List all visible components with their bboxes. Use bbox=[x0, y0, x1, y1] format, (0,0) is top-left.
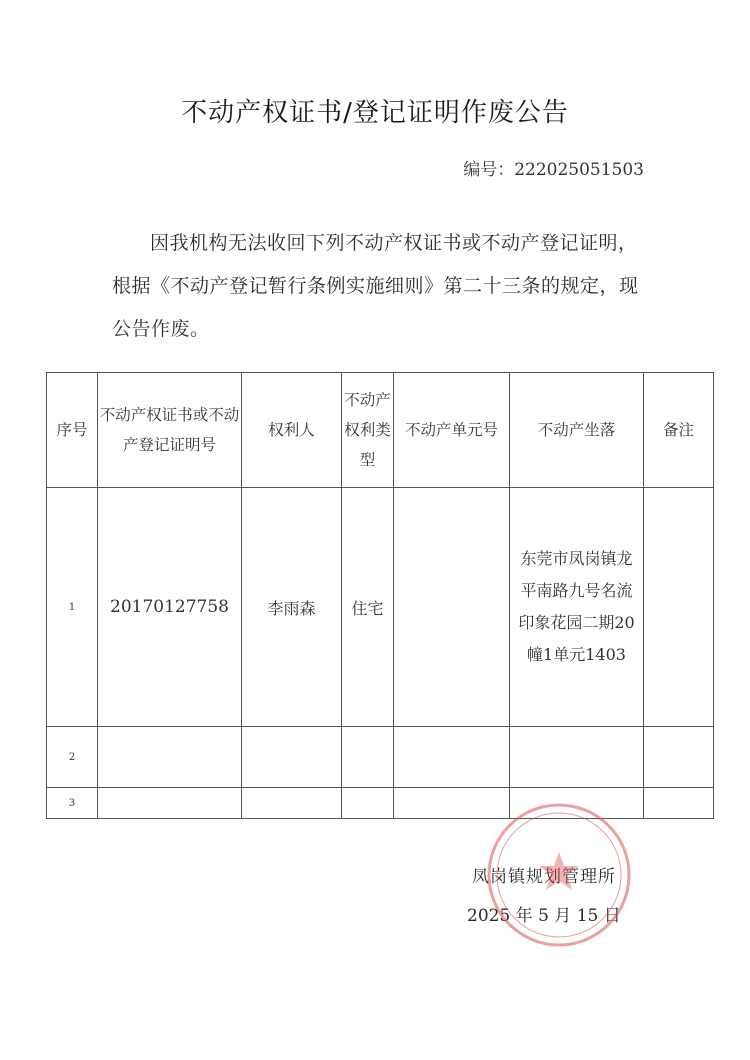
header-right-type-text: 不动产权利类型 bbox=[344, 391, 391, 469]
announcement-text: 因我机构无法收回下列不动产权证书或不动产登记证明，根据《不动产登记暂行条例实施细则》第二十三条的规定，现公告作废。 bbox=[112, 232, 639, 340]
cell-index: 1 bbox=[47, 488, 98, 727]
document-number bbox=[463, 155, 644, 180]
cell-remarks bbox=[644, 488, 714, 727]
cell-location: 东莞市凤岗镇龙平南路九号名流印象花园二期20幢1单元1403 bbox=[510, 488, 644, 727]
cell-location bbox=[510, 788, 644, 819]
header-holder: 权利人 bbox=[242, 373, 342, 488]
table-row bbox=[47, 788, 714, 819]
cell-cert-no: 20170127758 bbox=[98, 488, 242, 727]
table-header-row bbox=[47, 373, 714, 488]
cell-holder: 李雨森 bbox=[242, 488, 342, 727]
header-right-type bbox=[342, 373, 394, 488]
document-number-label: 编号： bbox=[463, 160, 515, 180]
header-cert-no bbox=[98, 373, 242, 488]
certificate-table bbox=[46, 372, 714, 819]
header-location: 不动产坐落 bbox=[510, 373, 644, 488]
header-remarks: 备注 bbox=[644, 373, 714, 488]
cell-remarks bbox=[644, 727, 714, 788]
document-number-value: 222025051503 bbox=[514, 160, 644, 180]
cell-index: 3 bbox=[47, 788, 98, 819]
cell-right-type bbox=[342, 788, 394, 819]
cell-location bbox=[510, 727, 644, 788]
cell-holder bbox=[242, 727, 342, 788]
table-row bbox=[47, 488, 714, 727]
header-unit-no: 不动产单元号 bbox=[394, 373, 510, 488]
cell-unit-no bbox=[394, 788, 510, 819]
cell-right-type: 住宅 bbox=[342, 488, 394, 727]
issue-date: 2025 年 5 月 15 日 bbox=[467, 906, 621, 926]
cell-cert-no bbox=[98, 727, 242, 788]
table-row bbox=[47, 727, 714, 788]
cell-unit-no bbox=[394, 488, 510, 727]
cell-cert-no bbox=[98, 788, 242, 819]
cell-unit-no bbox=[394, 727, 510, 788]
issuer-name: 凤岗镇规划管理所 bbox=[472, 867, 616, 887]
cell-index: 2 bbox=[47, 727, 98, 788]
cell-right-type bbox=[342, 727, 394, 788]
header-index: 序号 bbox=[47, 373, 98, 488]
page-title: 不动产权证书/登记证明作废公告 bbox=[181, 98, 569, 128]
header-cert-no-text: 不动产权证书或不动产登记证明号 bbox=[99, 406, 240, 454]
cell-remarks bbox=[644, 788, 714, 819]
cell-holder bbox=[242, 788, 342, 819]
